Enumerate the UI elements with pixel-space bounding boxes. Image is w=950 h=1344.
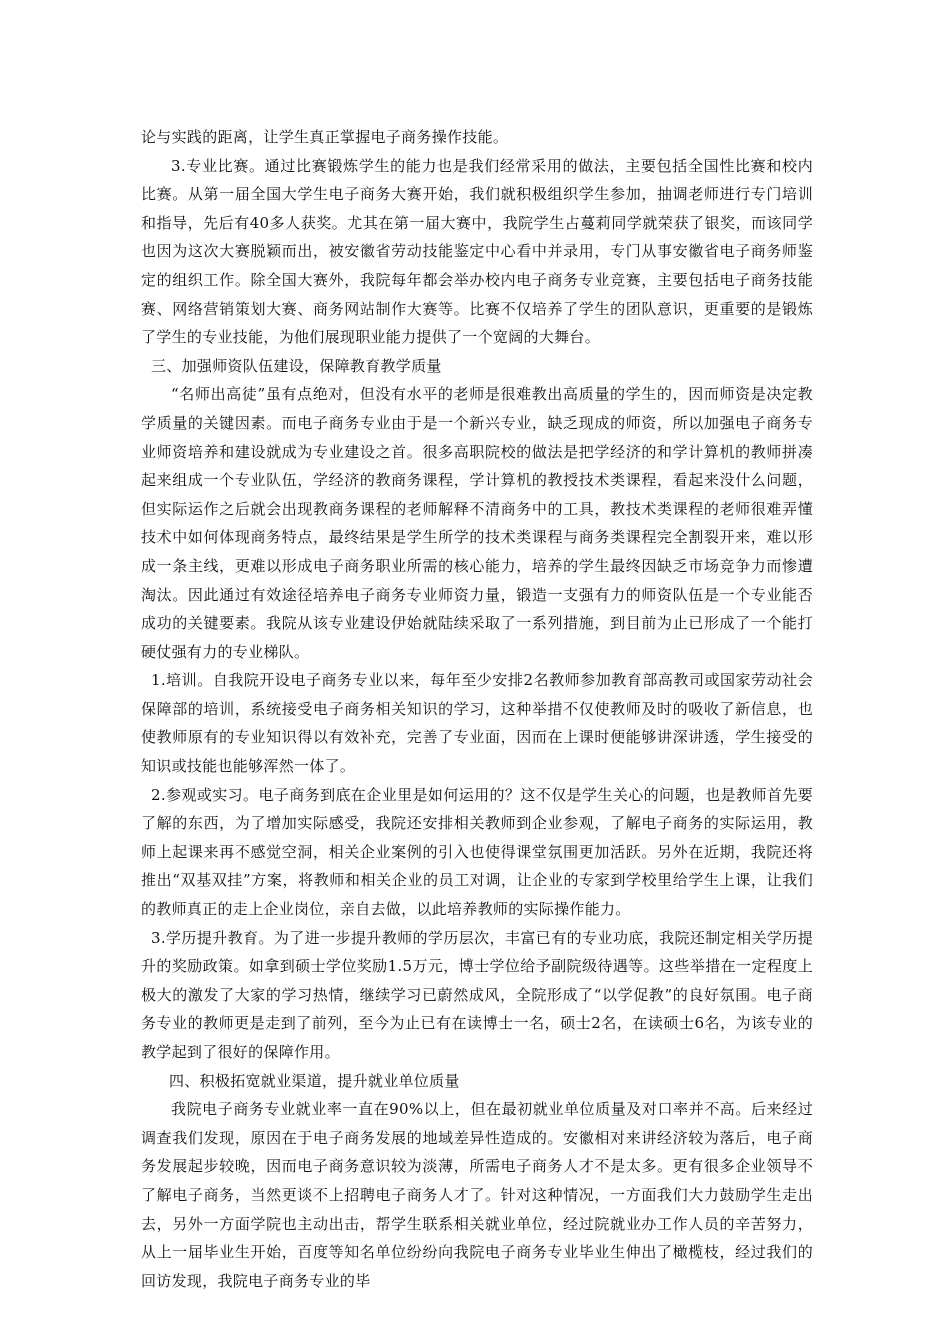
paragraph-9: 我院电子商务专业就业率一直在90%以上，但在最初就业单位质量及对口率并不高。后来经过调查我们发现，原因在于电子商务发展的地域差异性造成的。安徽相对来讲经济较为落后，电子商务发展起步较晚，因而电子商务意识较为淡薄，所需电子商务人才不是太多。更有很多企业领导不了解电子商务，当然更谈不上招聘电子商务人才了。针对这种情况，一方面我们大力鼓励学生走出去，另外一方面学院也主动出击，帮学生联系相关就业单位，经过院就业办工作人员的辛苦努力，从上一届毕业生开始，百度等知名单位纷纷向我院电子商务专业毕业生伸出了橄榄枝，经过我们的回访发现，我院电子商务专业的毕 bbox=[141, 1100, 813, 1290]
paragraph-5: 1.培训。自我院开设电子商务专业以来，每年至少安排2名教师参加教育部高教司或国家劳动社会保障部的培训，系统接受电子商务相关知识的学习，这种举措不仅使教师及时的吸收了新信息，也使教师原有的专业知识得以有效补充，完善了专业面，因而在上课时便能够讲深讲透，学生接受的知识或技能也能够浑然一体了。 bbox=[141, 671, 813, 776]
section-heading-3: 三、加强师资队伍建设，保障教育教学质量 bbox=[151, 356, 442, 375]
paragraph-2: 3.专业比赛。通过比赛锻炼学生的能力也是我们经常采用的做法，主要包括全国性比赛和校内比赛。从第一届全国大学生电子商务大赛开始，我们就积极组织学生参加，抽调老师进行专门培训和指导，先后有40多人获奖。尤其在第一届大赛中，我院学生占蔓莉同学就荣获了银奖，而该同学也因为这次大赛脱颖而出，被安徽省劳动技能鉴定中心看中并录用，专门从事安徽省电子商务师鉴定的组织工作。除全国大赛外，我院每年都会举办校内电子商务专业竞赛，主要包括电子商务技能赛、网络营销策划大赛、商务网站制作大赛等。比赛不仅培养了学生的团队意识，更重要的是锻炼了学生的专业技能，为他们展现职业能力提供了一个宽阔的大舞台。 bbox=[141, 156, 813, 347]
paragraph-7: 3.学历提升教育。为了进一步提升教师的学历层次，丰富已有的专业功底，我院还制定相关学历提升的奖励政策。如拿到硕士学位奖励1.5万元，博士学位给予副院级待遇等。这些举措在一定程度上极大的激发了大家的学习热情，继续学习已蔚然成风，全院形成了“以学促教”的良好氛围。电子商务专业的教师更是走到了前列，至今为止已有在读博士一名，硕士2名，在读硕士6名，为该专业的教学起到了很好的保障作用。 bbox=[141, 928, 813, 1061]
paragraph-1: 论与实践的距离，让学生真正掌握电子商务操作技能。 bbox=[141, 128, 509, 146]
paragraph-4: “名师出高徒”虽有点绝对，但没有水平的老师是很难教出高质量的学生的，因而师资是决定教学质量的关键因素。而电子商务专业由于是一个新兴专业，缺乏现成的师资，所以加强电子商务专业师资培养和建设就成为专业建设之首。很多高职院校的做法是把学经济的和学计算机的教师拼凑起来组成一个专业队伍，学经济的教商务课程，学计算机的教授技术类课程，看起来没什么问题，但实际运作之后就会出现教商务课程的老师解释不清商务中的工具，教技术类课程的老师很难弄懂技术中如何体现商务特点，最终结果是学生所学的技术类课程与商务类课程完全割裂开来，难以形成一条主线，更难以形成电子商务职业所需的核心能力，培养的学生最终因缺乏市场竞争力而惨遭淘汰。因此通过有效途径培养电子商务专业师资力量，锻造一支强有力的师资队伍是一个专业能否成功的关键要素。我院从该专业建设伊始就陆续采取了一系列措施，到目前为止已形成了一个能打硬仗强有力的专业梯队。 bbox=[141, 385, 813, 661]
section-heading-4: 四、积极拓宽就业渠道，提升就业单位质量 bbox=[169, 1071, 460, 1090]
document-body bbox=[141, 123, 813, 1295]
paragraph-6: 2.参观或实习。电子商务到底在企业里是如何运用的？这不仅是学生关心的问题，也是教师首先要了解的东西，为了增加实际感受，我院还安排相关教师到企业参观，了解电子商务的实际运用，教师上起课来再不感觉空洞，相关企业案例的引入也使得课堂氛围更加活跃。另外在近期，我院还将推出“双基双挂”方案，将教师和相关企业的员工对调，让企业的专家到学校里给学生上课，让我们的教师真正的走上企业岗位，亲自去做，以此培养教师的实际操作能力。 bbox=[141, 785, 813, 919]
